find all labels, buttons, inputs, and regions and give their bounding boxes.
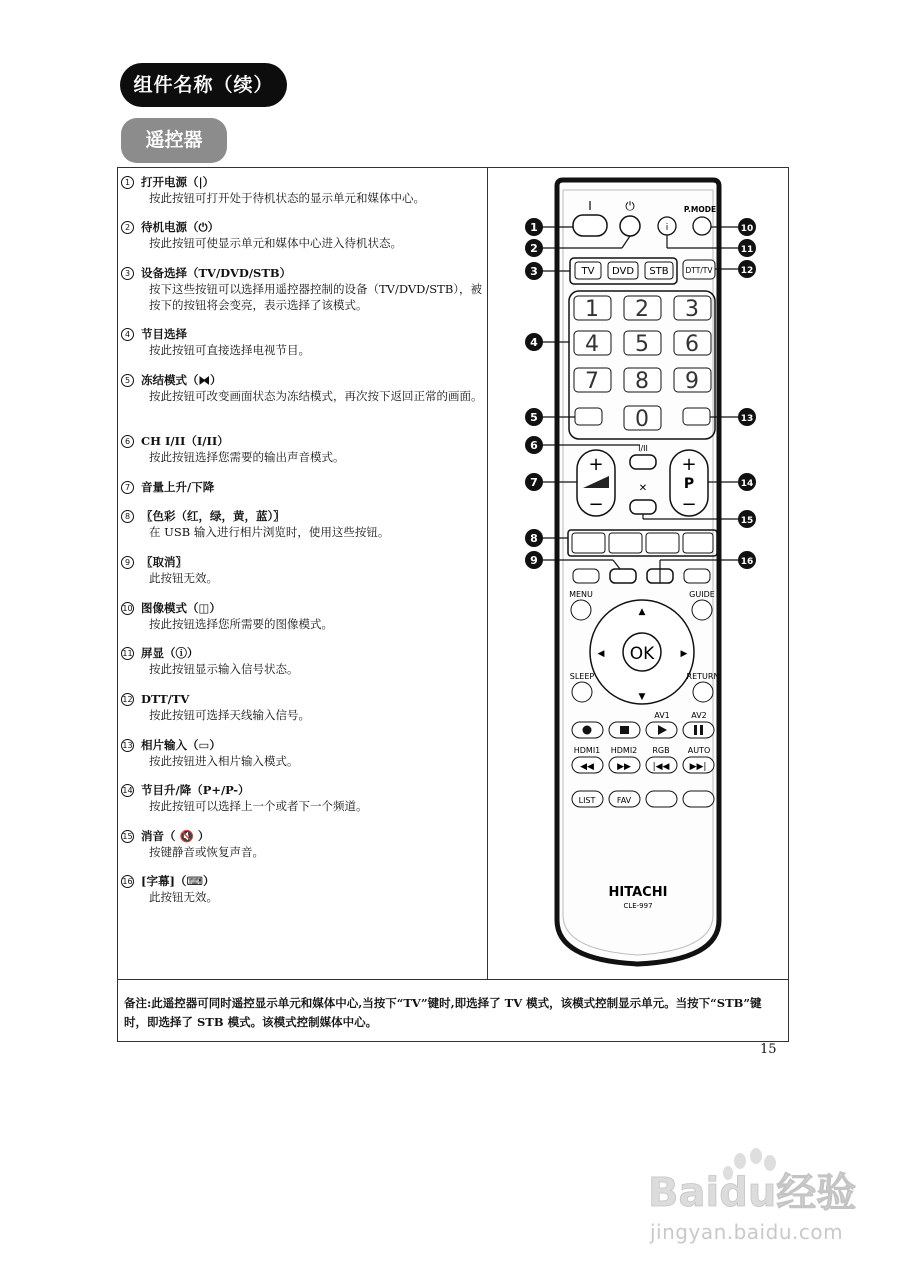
digit-1-label: 1 — [585, 297, 599, 322]
svg-text:5: 5 — [530, 411, 538, 424]
pause-button — [683, 722, 714, 738]
svg-text:▼: ▼ — [638, 692, 646, 702]
item-freeze — [121, 372, 483, 404]
page-number: 15 — [760, 1042, 777, 1057]
item-device-select — [121, 265, 483, 313]
yellow-button — [646, 533, 679, 553]
item-desc: 按此按钮选择您所需要的图像模式。 — [149, 617, 333, 631]
menu-button — [571, 600, 591, 620]
watermark-url: jingyan.baidu.com — [650, 1220, 844, 1244]
svg-text:4: 4 — [530, 336, 538, 349]
item-number: 13 — [122, 740, 133, 750]
item-desc: 按此按钮显示输入信号状态。 — [149, 662, 299, 676]
item-title: 相片输入（▭） — [141, 738, 221, 752]
svg-text:11: 11 — [740, 245, 754, 255]
svg-text:◀: ◀ — [597, 649, 605, 659]
item-number: 10 — [122, 603, 133, 613]
item-number: 5 — [121, 374, 134, 387]
return-label: RETURN — [686, 672, 720, 681]
item-desc: 按此按钮可以选择上一个或者下一个频道。 — [149, 799, 368, 813]
footnote: 备注:此遥控器可同时遥控显示单元和媒体中心,当按下“TV”键时,即选择了 TV 模式，该模式控制显示单元。当按下“STB”键时，即选择了 STB 模式。该模式控制媒体中心。 — [124, 996, 762, 1029]
av2-label: AV2 — [691, 711, 707, 720]
svg-text:6: 6 — [530, 439, 538, 452]
svg-text:−: − — [681, 494, 697, 515]
item-title: 图像模式（◫） — [141, 601, 221, 615]
hdmi2-label: HDMI2 — [610, 746, 638, 755]
green-button — [609, 533, 642, 553]
svg-text:10: 10 — [740, 224, 754, 234]
digit-0-label: 0 — [635, 407, 649, 432]
item-number: 8 — [121, 510, 134, 523]
digit-9-label: 9 — [685, 369, 699, 394]
svg-text:▲: ▲ — [638, 607, 646, 617]
ok-label: OK — [629, 644, 655, 664]
item-subtitle — [121, 873, 483, 905]
digit-4-label: 4 — [585, 332, 599, 357]
note-divider — [117, 979, 789, 980]
item-number: 15 — [122, 831, 133, 841]
item-desc: 按此按钮选择您需要的输出声音模式。 — [149, 450, 345, 464]
item-title: 消音（ 🔇 ） — [141, 829, 210, 843]
standby-button — [620, 216, 640, 236]
brand-logo: HITACHI — [608, 885, 668, 900]
item-title: 待机电源（⏻） — [141, 220, 220, 234]
digit-3-label: 3 — [685, 297, 699, 322]
ttx-button — [683, 791, 714, 807]
item-title: 〖色彩（红，绿，黄，蓝）〗 — [141, 509, 285, 523]
dtt-tv-label: DTT/TV — [685, 266, 713, 275]
item-number: 14 — [122, 785, 133, 795]
item-title: 〖取消〗 — [141, 555, 187, 569]
item-desc: 按键静音或恢复声音。 — [149, 845, 264, 859]
item-desc: 按此按钮可直接选择电视节目。 — [149, 343, 310, 357]
svg-text:▶▶: ▶▶ — [617, 762, 631, 772]
item-program-up-down — [121, 782, 483, 814]
svg-text:14: 14 — [740, 479, 754, 489]
item-number: 6 — [121, 435, 134, 448]
svg-text:+: + — [681, 454, 697, 475]
column-divider — [487, 167, 488, 979]
dvd-label: DVD — [611, 266, 635, 277]
item-title: 设备选择（TV/DVD/STB） — [141, 266, 292, 280]
item-title: 节目升/降（P+/P-） — [141, 783, 250, 797]
item-color-buttons — [121, 508, 483, 540]
freeze-button — [575, 408, 602, 425]
svg-text:▶▶|: ▶▶| — [689, 762, 707, 772]
rgb-label: RGB — [652, 746, 670, 755]
item-number: 1 — [121, 176, 134, 189]
item-title: CH I/II（I/II） — [141, 434, 229, 448]
svg-text:3: 3 — [530, 265, 538, 278]
sleep-button — [572, 682, 592, 702]
svg-text:13: 13 — [740, 414, 754, 424]
guide-label: GUIDE — [689, 590, 715, 599]
guide-button — [692, 600, 712, 620]
item-number: 11 — [122, 648, 133, 658]
item-mute — [121, 828, 483, 860]
item-title: DTT/TV — [141, 692, 190, 706]
item-number: 7 — [121, 481, 134, 494]
item-desc: 按此按钮可选择天线输入信号。 — [149, 708, 310, 722]
section-title: 组件名称（续） — [120, 63, 287, 107]
item-title: 音量上升/下降 — [141, 480, 215, 494]
tv-label: TV — [581, 266, 595, 277]
svg-text:i: i — [665, 223, 669, 233]
item-title: [字幕]（⌨） — [141, 874, 215, 888]
svg-text:2: 2 — [530, 242, 538, 255]
item-desc: 此按钮无效。 — [149, 890, 218, 904]
pmode-label: P.MODE — [683, 205, 717, 214]
item-title: 节目选择 — [141, 327, 187, 341]
item-volume — [121, 479, 483, 495]
item-title: 屏显（ⓘ） — [141, 646, 199, 660]
svg-text:−: − — [588, 494, 604, 515]
watermark-logo-text: Baidu经验 — [648, 1170, 857, 1216]
fav-label: FAV — [616, 796, 632, 805]
remote-control-illustration — [490, 170, 786, 977]
watermark-logo — [648, 1148, 858, 1218]
svg-text:◀◀: ◀◀ — [580, 762, 594, 772]
sleep-label: SLEEP — [569, 672, 595, 681]
p-label: P — [683, 476, 695, 492]
svg-text:✕: ✕ — [638, 483, 648, 494]
svg-text:12: 12 — [740, 266, 754, 276]
item-desc: 按此按钮可使显示单元和媒体中心进入待机状态。 — [149, 236, 402, 250]
auto-label: AUTO — [687, 746, 711, 755]
photo-input-button — [683, 408, 710, 425]
item-title: 冻结模式（⧓） — [141, 373, 222, 387]
blue-button — [683, 533, 713, 553]
hold-button — [684, 569, 710, 583]
item-picture-mode — [121, 600, 483, 632]
item-standby — [121, 219, 483, 251]
svg-text:7: 7 — [530, 476, 538, 489]
digit-7-label: 7 — [585, 369, 599, 394]
svg-text:16: 16 — [740, 557, 754, 567]
return-button — [693, 682, 713, 702]
item-title: 打开电源（|） — [141, 175, 215, 189]
ch-label: I/II — [638, 444, 648, 453]
section-subtitle: 遥控器 — [121, 118, 227, 163]
item-number: 12 — [122, 694, 133, 704]
text-button — [573, 569, 599, 583]
item-desc: 此按钮无效。 — [149, 571, 218, 585]
red-button — [572, 533, 605, 553]
item-ch-sound — [121, 433, 483, 465]
item-desc: 按下这些按钮可以选择用遥控器控制的设备（TV/DVD/STB），被按下的按钮将会变亮，表示选择了该模式。 — [149, 282, 483, 312]
item-dtt-tv — [121, 691, 483, 723]
item-program-select — [121, 326, 483, 358]
item-number: 3 — [121, 267, 134, 280]
svg-text:▶: ▶ — [680, 649, 688, 659]
svg-text:+: + — [588, 454, 604, 475]
cancel-button — [610, 569, 636, 583]
mute-button — [630, 500, 656, 514]
item-number: 16 — [122, 876, 133, 886]
power-on-label: I — [588, 199, 592, 213]
item-display — [121, 645, 483, 677]
pip-button — [646, 791, 677, 807]
stb-label: STB — [649, 266, 669, 277]
item-desc: 按此按钮可改变画面状态为冻结模式，再次按下返回正常的画面。 — [149, 389, 483, 403]
power-icon: ⏻ — [625, 199, 635, 213]
item-photo-input — [121, 737, 483, 769]
item-desc: 在 USB 输入进行相片浏览时，使用这些按钮。 — [149, 525, 390, 539]
svg-text:15: 15 — [740, 516, 754, 526]
model-label: CLE-997 — [623, 902, 653, 910]
svg-text:|◀◀: |◀◀ — [652, 762, 670, 772]
item-number: 9 — [121, 556, 134, 569]
item-desc: 按此按钮可打开处于待机状态的显示单元和媒体中心。 — [149, 191, 425, 205]
item-number: 4 — [121, 328, 134, 341]
svg-text:9: 9 — [530, 554, 538, 567]
item-power-on — [121, 174, 483, 206]
digit-5-label: 5 — [635, 332, 649, 357]
ch-sound-button — [630, 455, 656, 469]
av1-label: AV1 — [654, 711, 670, 720]
svg-text:1: 1 — [530, 221, 538, 234]
power-on-button — [573, 215, 607, 236]
menu-label: MENU — [569, 590, 593, 599]
digit-6-label: 6 — [685, 332, 699, 357]
item-cancel — [121, 554, 483, 586]
digit-8-label: 8 — [635, 369, 649, 394]
item-number: 2 — [121, 221, 134, 234]
hdmi1-label: HDMI1 — [573, 746, 601, 755]
list-label: LIST — [578, 796, 596, 805]
svg-text:8: 8 — [530, 532, 538, 545]
pmode-button — [693, 217, 711, 235]
item-desc: 按此按钮进入相片输入模式。 — [149, 754, 299, 768]
digit-2-label: 2 — [635, 297, 649, 322]
